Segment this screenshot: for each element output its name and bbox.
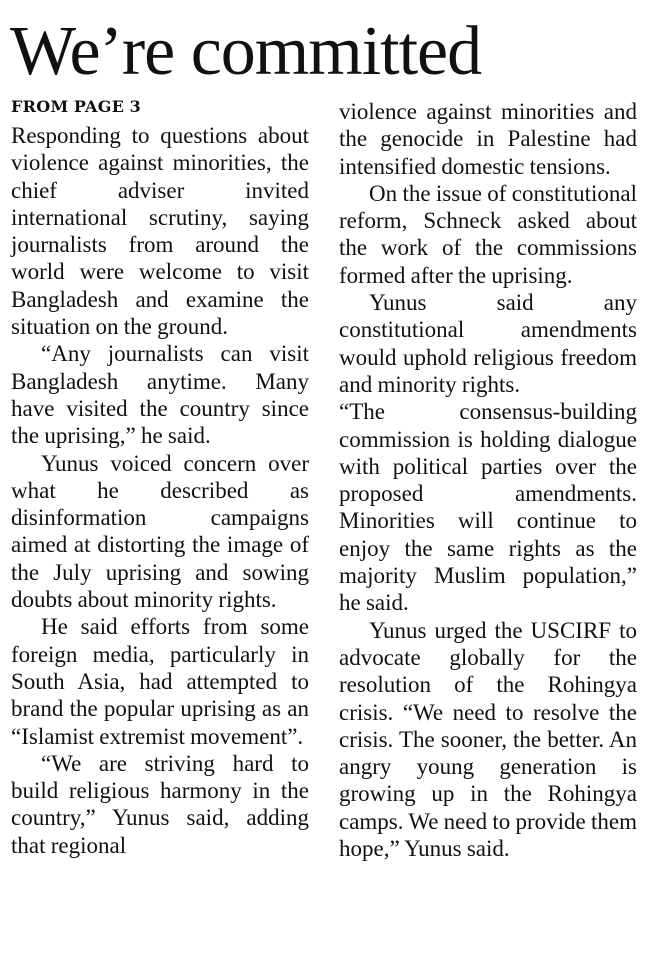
article-paragraph: Yunus said any constitutional amendments would uphold religious freedom and minority rights.: [339, 290, 637, 397]
article-paragraph: “Any journalists can visit Bangladesh anytime. Many have visited the country since the uprising,” he said.: [11, 341, 309, 449]
article-paragraph: “We are striving hard to build religious harmony in the country,” Yunus said, adding that regional: [11, 750, 309, 858]
article-paragraph: “The consensus-building commission is holding dialogue with political parties over the proposed amendments. Minorities will continue to enjoy the same rights as the majority Muslim population,” he said.: [339, 399, 637, 616]
article-paragraph: He said efforts from some foreign media, particularly in South Asia, had attempted to brand the popular uprising as an “Islamist extremist movement”.: [11, 614, 309, 749]
article-paragraph: violence against minorities and the genocide in Palestine had intensified domestic tensions.: [339, 99, 637, 179]
article-paragraph: On the issue of constitutional reform, Schneck asked about the work of the commissions formed after the uprising.: [339, 180, 637, 288]
article-column-left: [11, 96, 309, 859]
headline: We’re committed: [10, 13, 482, 90]
article-paragraph: Yunus urged the USCIRF to advocate globally for the resolution of the Rohingya crisis. “We need to resolve the crisis. The sooner, the better. An angry young generation is growing up in the Rohingya camps. We need to provide them hope,” Yunus said.: [339, 617, 637, 862]
article-paragraph: Responding to questions about violence against minorities, the chief adviser invited international scrutiny, saying journalists from around the world were welcome to visit Bangladesh and examine the situation on the ground.: [11, 123, 309, 340]
continued-from-label: FROM PAGE 3: [11, 97, 142, 116]
article-column-right: [339, 98, 637, 862]
article-paragraph: Yunus voiced concern over what he described as disinformation campaigns aimed at distorting the image of the July uprising and sowing doubts about minority rights.: [11, 450, 309, 613]
